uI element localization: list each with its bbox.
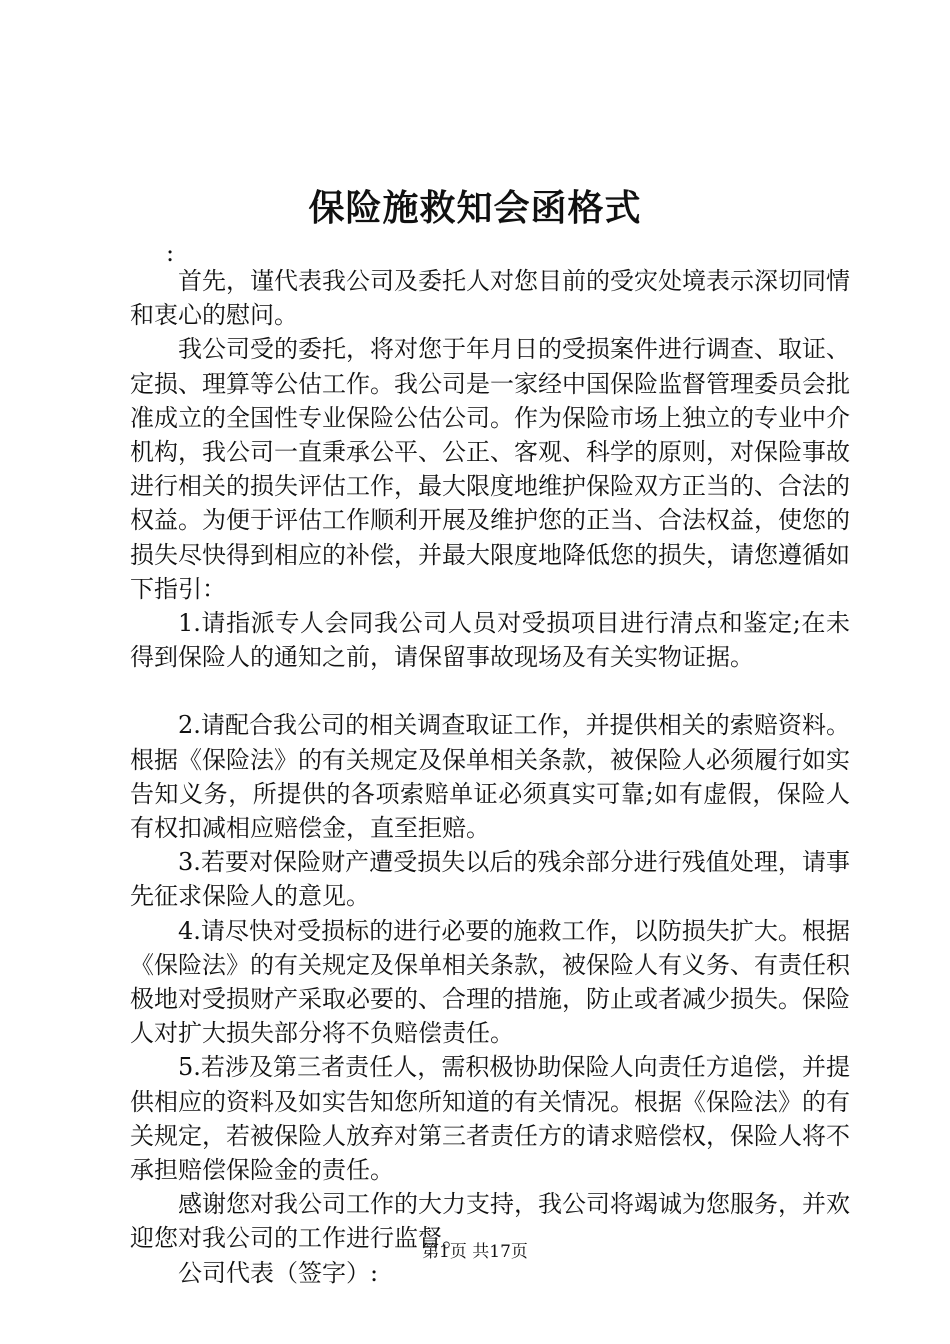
document-title: 保险施救知会函格式 bbox=[308, 187, 642, 229]
paragraph-closing: 感谢您对我公司工作的大力支持，我公司将竭诚为您服务，并欢迎您对我公司的工作进行监督。 bbox=[130, 1190, 850, 1253]
document-body bbox=[130, 264, 850, 1290]
page-number-footer: 第1页 共17页 bbox=[422, 1242, 528, 1262]
paragraph-item-4: 4.请尽快对受损标的进行必要的施救工作，以防损失扩大。根据《保险法》的有关规定及保单相关条款，被保险人有义务、有责任积极地对受损财产采取必要的、合理的措施，防止或者减少损失。保险人对扩大损失部分将不负赔偿责任。 bbox=[130, 916, 850, 1048]
paragraph-item-2: 2.请配合我公司的相关调查取证工作，并提供相关的索赔资料。根据《保险法》的有关规定及保单相关条款，被保险人必须履行如实告知义务，所提供的各项索赔单证必须真实可靠;如有虚假，保险人有权扣减相应赔偿金，直至拒赔。 bbox=[130, 711, 850, 843]
signature-line: 公司代表（签字）: bbox=[178, 1258, 379, 1287]
salutation: : bbox=[166, 239, 175, 267]
paragraph-item-3: 3.若要对保险财产遭受损失以后的残余部分进行残值处理，请事先征求保险人的意见。 bbox=[130, 848, 850, 911]
paragraph-introduction: 我公司受的委托，将对您于年月日的受损案件进行调查、取证、定损、理算等公估工作。我公司是一家经中国保险监督管理委员会批准成立的全国性专业保险公估公司。作为保险市场上独立的专业中介机构，我公司一直秉承公平、公正、客观、科学的原则，对保险事故进行相关的损失评估工作，最大限度地维护保险双方正当的、合法的权益。为便于评估工作顺利开展及维护您的正当、合法权益，使您的损失尽快得到相应的补偿，并最大限度地降低您的损失，请您遵循如下指引： bbox=[130, 335, 850, 603]
paragraph-condolence: 首先，谨代表我公司及委托人对您目前的受灾处境表示深切同情和衷心的慰问。 bbox=[130, 267, 850, 330]
paragraph-item-5: 5.若涉及第三者责任人，需积极协助保险人向责任方追偿，并提供相应的资料及如实告知您所知道的有关情况。根据《保险法》的有关规定，若被保险人放弃对第三者责任方的请求赔偿权，保险人将不承担赔偿保险金的责任。 bbox=[130, 1053, 850, 1185]
paragraph-item-1: 1.请指派专人会同我公司人员对受损项目进行清点和鉴定;在未得到保险人的通知之前，请保留事故现场及有关实物证据。 bbox=[130, 609, 850, 672]
